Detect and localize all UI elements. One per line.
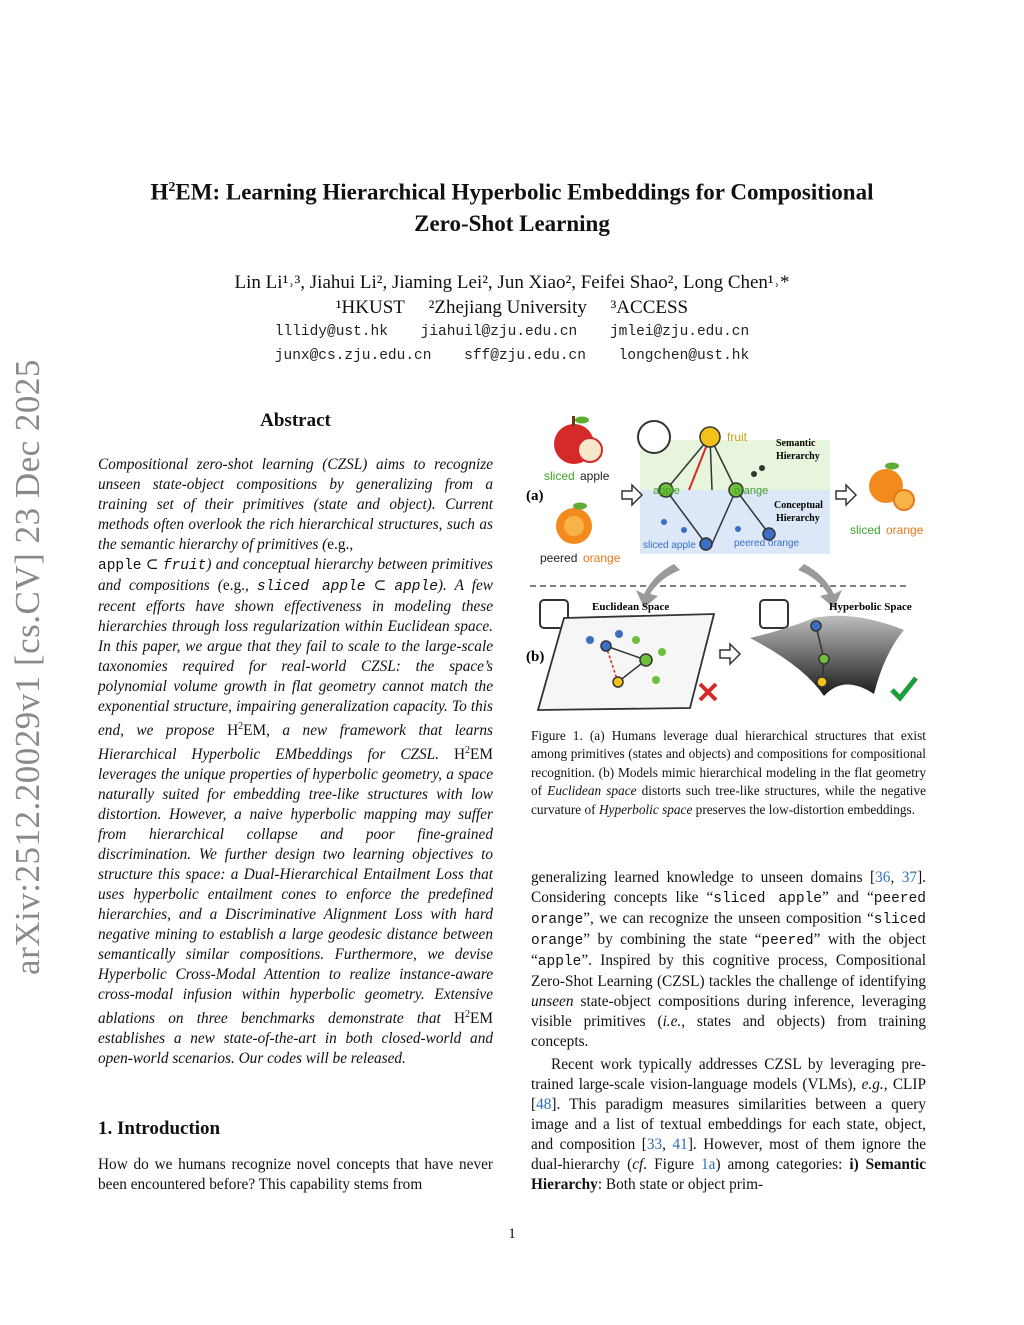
intro-heading: 1. Introduction — [98, 1118, 221, 1139]
affiliation-access: ³ACCESS — [610, 297, 689, 318]
arrow-right-icon — [720, 644, 740, 664]
citation-link[interactable]: 41 — [672, 1136, 688, 1153]
title-line-2: Zero-Shot Learning — [414, 210, 610, 236]
title-sup: 2 — [168, 180, 176, 195]
title-h: H — [150, 179, 169, 205]
apple-icon — [554, 416, 602, 464]
citation-link[interactable]: 36 — [875, 869, 891, 886]
affiliations — [100, 295, 924, 320]
euclidean-plane — [538, 614, 714, 710]
citation-link[interactable]: 37 — [901, 869, 918, 886]
citation-link[interactable]: 48 — [536, 1096, 552, 1113]
fig-leaf-sliced-apple: sliced apple — [643, 540, 696, 551]
brain-icon — [638, 421, 670, 453]
intro-paragraph: How do we humans recognize novel concepts that have never been encountered before? This capability stems from — [98, 1156, 493, 1193]
email[interactable]: lllidy@ust.hk — [274, 324, 388, 340]
email[interactable]: jmlei@zju.edu.cn — [609, 324, 750, 340]
title-em: EM — [175, 179, 213, 205]
fig-fruit: fruit — [727, 430, 748, 444]
fig-conceptual-1: Conceptual — [774, 500, 823, 511]
fig-orange-2: orange — [886, 523, 924, 537]
figure-link[interactable]: 1a — [701, 1156, 716, 1173]
fig-conceptual-2: Hierarchy — [776, 513, 820, 524]
right-paragraph-2: Recent work typically addresses CZSL by leveraging pre-trained large-scale vision-language models (VLMs), e.g., CLIP [48]. This paradigm measures similarities between a query image and a list of textual embeddings for each state, object, and composition [33, 41]. However, most of them ignore the dual-hierarchy (cf. Figure 1a) among categories: i) Semantic Hierarchy: Both state or object prim- — [531, 1056, 927, 1193]
title-rest: : Learning Hierarchical Hyperbolic Embeddings for Compositional — [212, 179, 874, 205]
sliced-orange-icon — [869, 463, 914, 511]
cross-icon — [700, 684, 716, 700]
figure-1 — [524, 404, 928, 716]
affiliation-zju: ²Zhejiang University — [428, 297, 587, 318]
fig-label-b: (b) — [526, 649, 545, 665]
fig-semantic-2: Hierarchy — [776, 451, 820, 462]
abstract-heading: Abstract — [260, 410, 331, 431]
check-icon — [892, 678, 916, 698]
fig-leaf-peered-orange: peered orange — [734, 538, 800, 549]
fig-sliced-1: sliced — [544, 469, 575, 483]
arrow-right-icon — [622, 485, 642, 505]
email[interactable]: longchen@ust.hk — [618, 348, 750, 364]
right-paragraph-1: generalizing learned knowledge to unseen domains [36, 37]. Considering concepts like “sliced apple” and “peered orange”, we can recognize the unseen composition “sliced orange” by combining the state “peered” with the object “apple”. Inspired by this cognitive process, Compositional Zero-Shot Learning (CZSL) tackles the challenge of identifying unseen state-object compositions during inference, leveraging visible primitives (i.e., states and objects) from training concepts. — [531, 869, 926, 1050]
citation-link[interactable]: 33 — [646, 1136, 663, 1153]
fig-hyperbolic: Hyperbolic Space — [829, 601, 912, 613]
robot-icon — [760, 600, 788, 628]
fig-label-a: (a) — [526, 488, 544, 504]
abstract-body: Compositional zero-shot learning (CZSL) aims to recognize unseen state-object compositions by generalizing from a training set of their primitives (state and object). Current methods often overlook the rich hierarchical structures, such as the semantic hierarchy of primitives (e.g., apple ⊂ fruit) and conceptual hierarchy between primitives and compositions (e.g., sliced apple ⊂ apple). A few recent efforts have shown effectiveness in modeling these hierarchies through loss regularization within Euclidean space. In this paper, we argue that they fail to scale to the large-scale taxonomies required for real-world CZSL: the space’s polynomial volume growth in flat geometry cannot match the exponential structure, impairing generalization capacity. To this end, we propose $H^2EM$, a new framework that learns Hierarchical Hyperbolic EMbeddings for CZSL. $H^2EM$ leverages the unique properties of hyperbolic geometry, a space naturally suited for embedding tree-like structures with low distortion. However, a naive hyperbolic mapping may suffer from hierarchical collapse and poor fine-grained discrimination. We further design two learning objectives to structure this space: a Dual-Hierarchical Entailment Loss that uses hyperbolic entailment cones to enforce the predefined hierarchies, and a Discriminative Alignment Loss with hard negative mining to establish a large geodesic distance between semantically similar compositions. Furthermore, we devise Hyperbolic Cross-Modal Attention to realize instance-aware cross-modal infusion within hyperbolic geometry. Extensive ablations on three benchmarks demonstrate that $H^2EM$ establishes a new state-of-the-art in both closed-world and open-world scenarios. Our codes will be released. — [98, 456, 494, 1068]
arxiv-stamp: arXiv:2512.20029v1 [cs.CV] 23 Dec 2025 — [8, 359, 47, 975]
emails-row-1 — [100, 320, 924, 344]
title-line-1 — [100, 172, 924, 208]
fig-semantic-1: Semantic — [776, 438, 816, 449]
fig-node-apple: apple — [653, 485, 680, 497]
fig-euclidean: Euclidean Space — [592, 601, 670, 613]
email[interactable]: junx@cs.zju.edu.cn — [274, 348, 432, 364]
fig-sliced-2: sliced — [850, 523, 881, 537]
fig-peered-1: peered — [540, 551, 578, 565]
authors-block — [100, 270, 924, 320]
fig-apple-1: apple — [580, 469, 610, 483]
figure-caption: Figure 1. (a) Humans leverage dual hierarchical structures that exist among primitives (states and objects) and compositions for compositional recognition. (b) Models mimic hierarchical modeling in the flat geometry of Euclidean space distorts such tree-like structures, while the negative curvature of Hyperbolic space preserves the low-distortion embeddings. — [531, 728, 927, 817]
page-number: 1 — [508, 1226, 516, 1242]
affiliation-hkust: ¹HKUST — [335, 297, 405, 318]
fig-node-orange: orange — [734, 485, 769, 497]
fig-orange-1: orange — [583, 551, 621, 565]
email[interactable]: sff@zju.edu.cn — [464, 348, 586, 364]
paper-title — [100, 172, 924, 239]
emails-block — [100, 320, 924, 368]
orange-icon — [556, 503, 592, 545]
arrow-right-icon — [836, 485, 856, 505]
email[interactable]: jiahuil@zju.edu.cn — [420, 324, 578, 340]
author-names: Lin Li¹˒³, Jiahui Li², Jiaming Lei², Jun Xiao², Feifei Shao², Long Chen¹˒* — [234, 272, 790, 293]
emails-row-2 — [100, 344, 924, 368]
